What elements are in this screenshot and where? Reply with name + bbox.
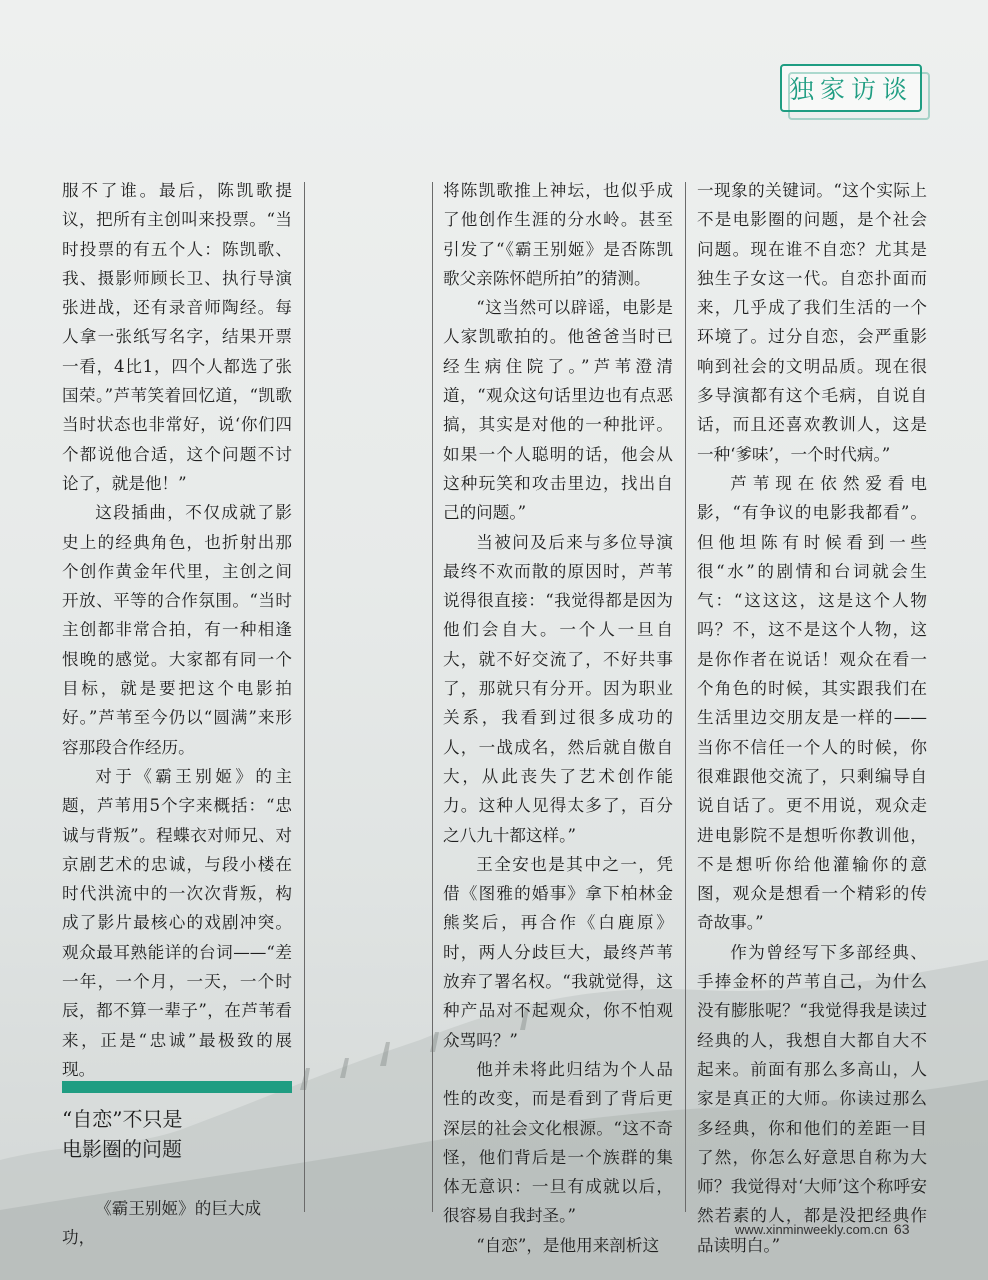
paragraph: 一现象的关键词。“这个实际上不是电影圈的问题，是个社会问题。现在谁不自恋？尤其是独生子女这一代。自恋扑面而来，几乎成了我们生活的一个环境了。过分自恋，会严重影响到社会的文明品质。现在很多导演都有这个毛病，自说自话，而且还喜欢教训人，这是一种‘爹味’，一个时代病。”: [697, 181, 927, 464]
paragraph: “这当然可以辟谣，电影是人家凯歌拍的。他爸爸当时已经生病住院了。”芦苇澄清道，“观众这句话里边也有点恶搞，其实是对他的一种批评。如果一个人聪明的话，他会从这种玩笑和攻击里边，找出自己的问题。”: [443, 298, 673, 523]
column-divider-left: [304, 182, 305, 1212]
subheading-line: 电影圈的问题: [62, 1137, 182, 1161]
page-footer: [735, 1221, 910, 1237]
article-column-3: [697, 176, 927, 1260]
paragraph: 芦苇现在依然爱看电影，“有争议的电影我都看”。但他坦陈有时候看到一些很“水”的剧情和台词就会生气：“这这这，这是这个人物吗？不，这不是这个人物，这是你作者在说话！观众在看一个角色的时候，其实跟我们在生活里边交朋友是一样的——当你不信任一个人的时候，你很难跟他交流了，只剩编导自说自话了。更不用说，观众走进电影院不是想听你教训他，不是想听你给他灌输你的意图，观众是想看一个精彩的传奇故事。”: [697, 473, 927, 933]
article-column-2: [443, 176, 673, 1260]
column-divider-middle: [432, 182, 433, 1212]
paragraph: 作为曾经写下多部经典、手捧金杯的芦苇自己，为什么没有膨胀呢？“我觉得我是读过经典的人，我想自大都自大不起来。前面有那么多高山，人家是真正的大师。你读过那么多经典，你和他们的差距一目了然，你怎么好意思自称为大师？我觉得对‘大师’这个称呼安然若素的人，都是没把经典作品读明白。”: [697, 942, 927, 1255]
paragraph: 对于《霸王别姬》的主题，芦苇用5个字来概括：“忠诚与背叛”。程蝶衣对师兄、对京剧艺术的忠诚，与段小楼在时代洪流中的一次次背叛，构成了影片最核心的戏剧冲突。观众最耳熟能详的台词——“差一年，一个月，一天，一个时辰，都不算一辈子”，在芦苇看来，正是“忠诚”最极致的展现。: [62, 766, 292, 1079]
page-number: 63: [893, 1221, 910, 1237]
subheading-bar: [62, 1081, 292, 1093]
subheading-line: “自恋”不只是: [62, 1107, 183, 1131]
paragraph: 当被问及后来与多位导演最终不欢而散的原因时，芦苇说得很直接：“我觉得都是因为他们会自大。一个人一旦自大，就不好交流了，不好共事了，那就只有分开。因为职业关系，我看到过很多成功的人，一战成名，然后就自傲自大，从此丧失了艺术创作能力。这种人见得太多了，百分之八九十都这样。”: [443, 532, 673, 845]
paragraph: 这段插曲，不仅成就了影史上的经典角色，也折射出那个创作黄金年代里，主创之间开放、平等的合作氛围。“当时主创都非常合拍，有一种相逢恨晚的感觉。大家都有同一个目标，就是要把这个电影拍好。”芦苇至今仍以“圆满”来形容那段合作经历。: [62, 503, 292, 757]
subheading: [62, 1104, 292, 1164]
paragraph: 服不了谁。最后，陈凯歌提议，把所有主创叫来投票。“当时投票的有五个人：陈凯歌、我、摄影师顾长卫、执行导演张进战，还有录音师陶经。每人拿一张纸写名字，结果开票一看，4比1，四个人都选了张国荣。”芦苇笑着回忆道，“凯歌当时状态也非常好，说‘你们四个都说他合适，这个问题不讨论了，就是他！”: [62, 181, 292, 493]
paragraph: 《霸王别姬》的巨大成功，: [62, 1199, 262, 1247]
paragraph: 他并未将此归结为个人品性的改变，而是看到了背后更深层的社会文化根源。“这不奇怪，他们背后是一个族群的集体无意识：一旦有成就以后，很容易自我封圣。”: [443, 1059, 673, 1226]
column-divider-right: [685, 182, 686, 1212]
paragraph: “自恋”，是他用来剖析这: [476, 1235, 660, 1255]
paragraph: 王全安也是其中之一，凭借《图雅的婚事》拿下柏林金熊奖后，再合作《白鹿原》时，两人分歧巨大，最终芦苇放弃了署名权。“我就觉得，这种产品对不起观众，你不怕观众骂吗？”: [443, 854, 673, 1050]
paragraph: 将陈凯歌推上神坛，也似乎成了他创作生涯的分水岭。甚至引发了“《霸王别姬》是否陈凯歌父亲陈怀皑所拍”的猜测。: [443, 181, 673, 288]
website-url: www.xinminweekly.com.cn: [735, 1222, 888, 1237]
section-badge: 独家访谈: [780, 64, 922, 112]
article-column-1: [62, 176, 292, 1084]
